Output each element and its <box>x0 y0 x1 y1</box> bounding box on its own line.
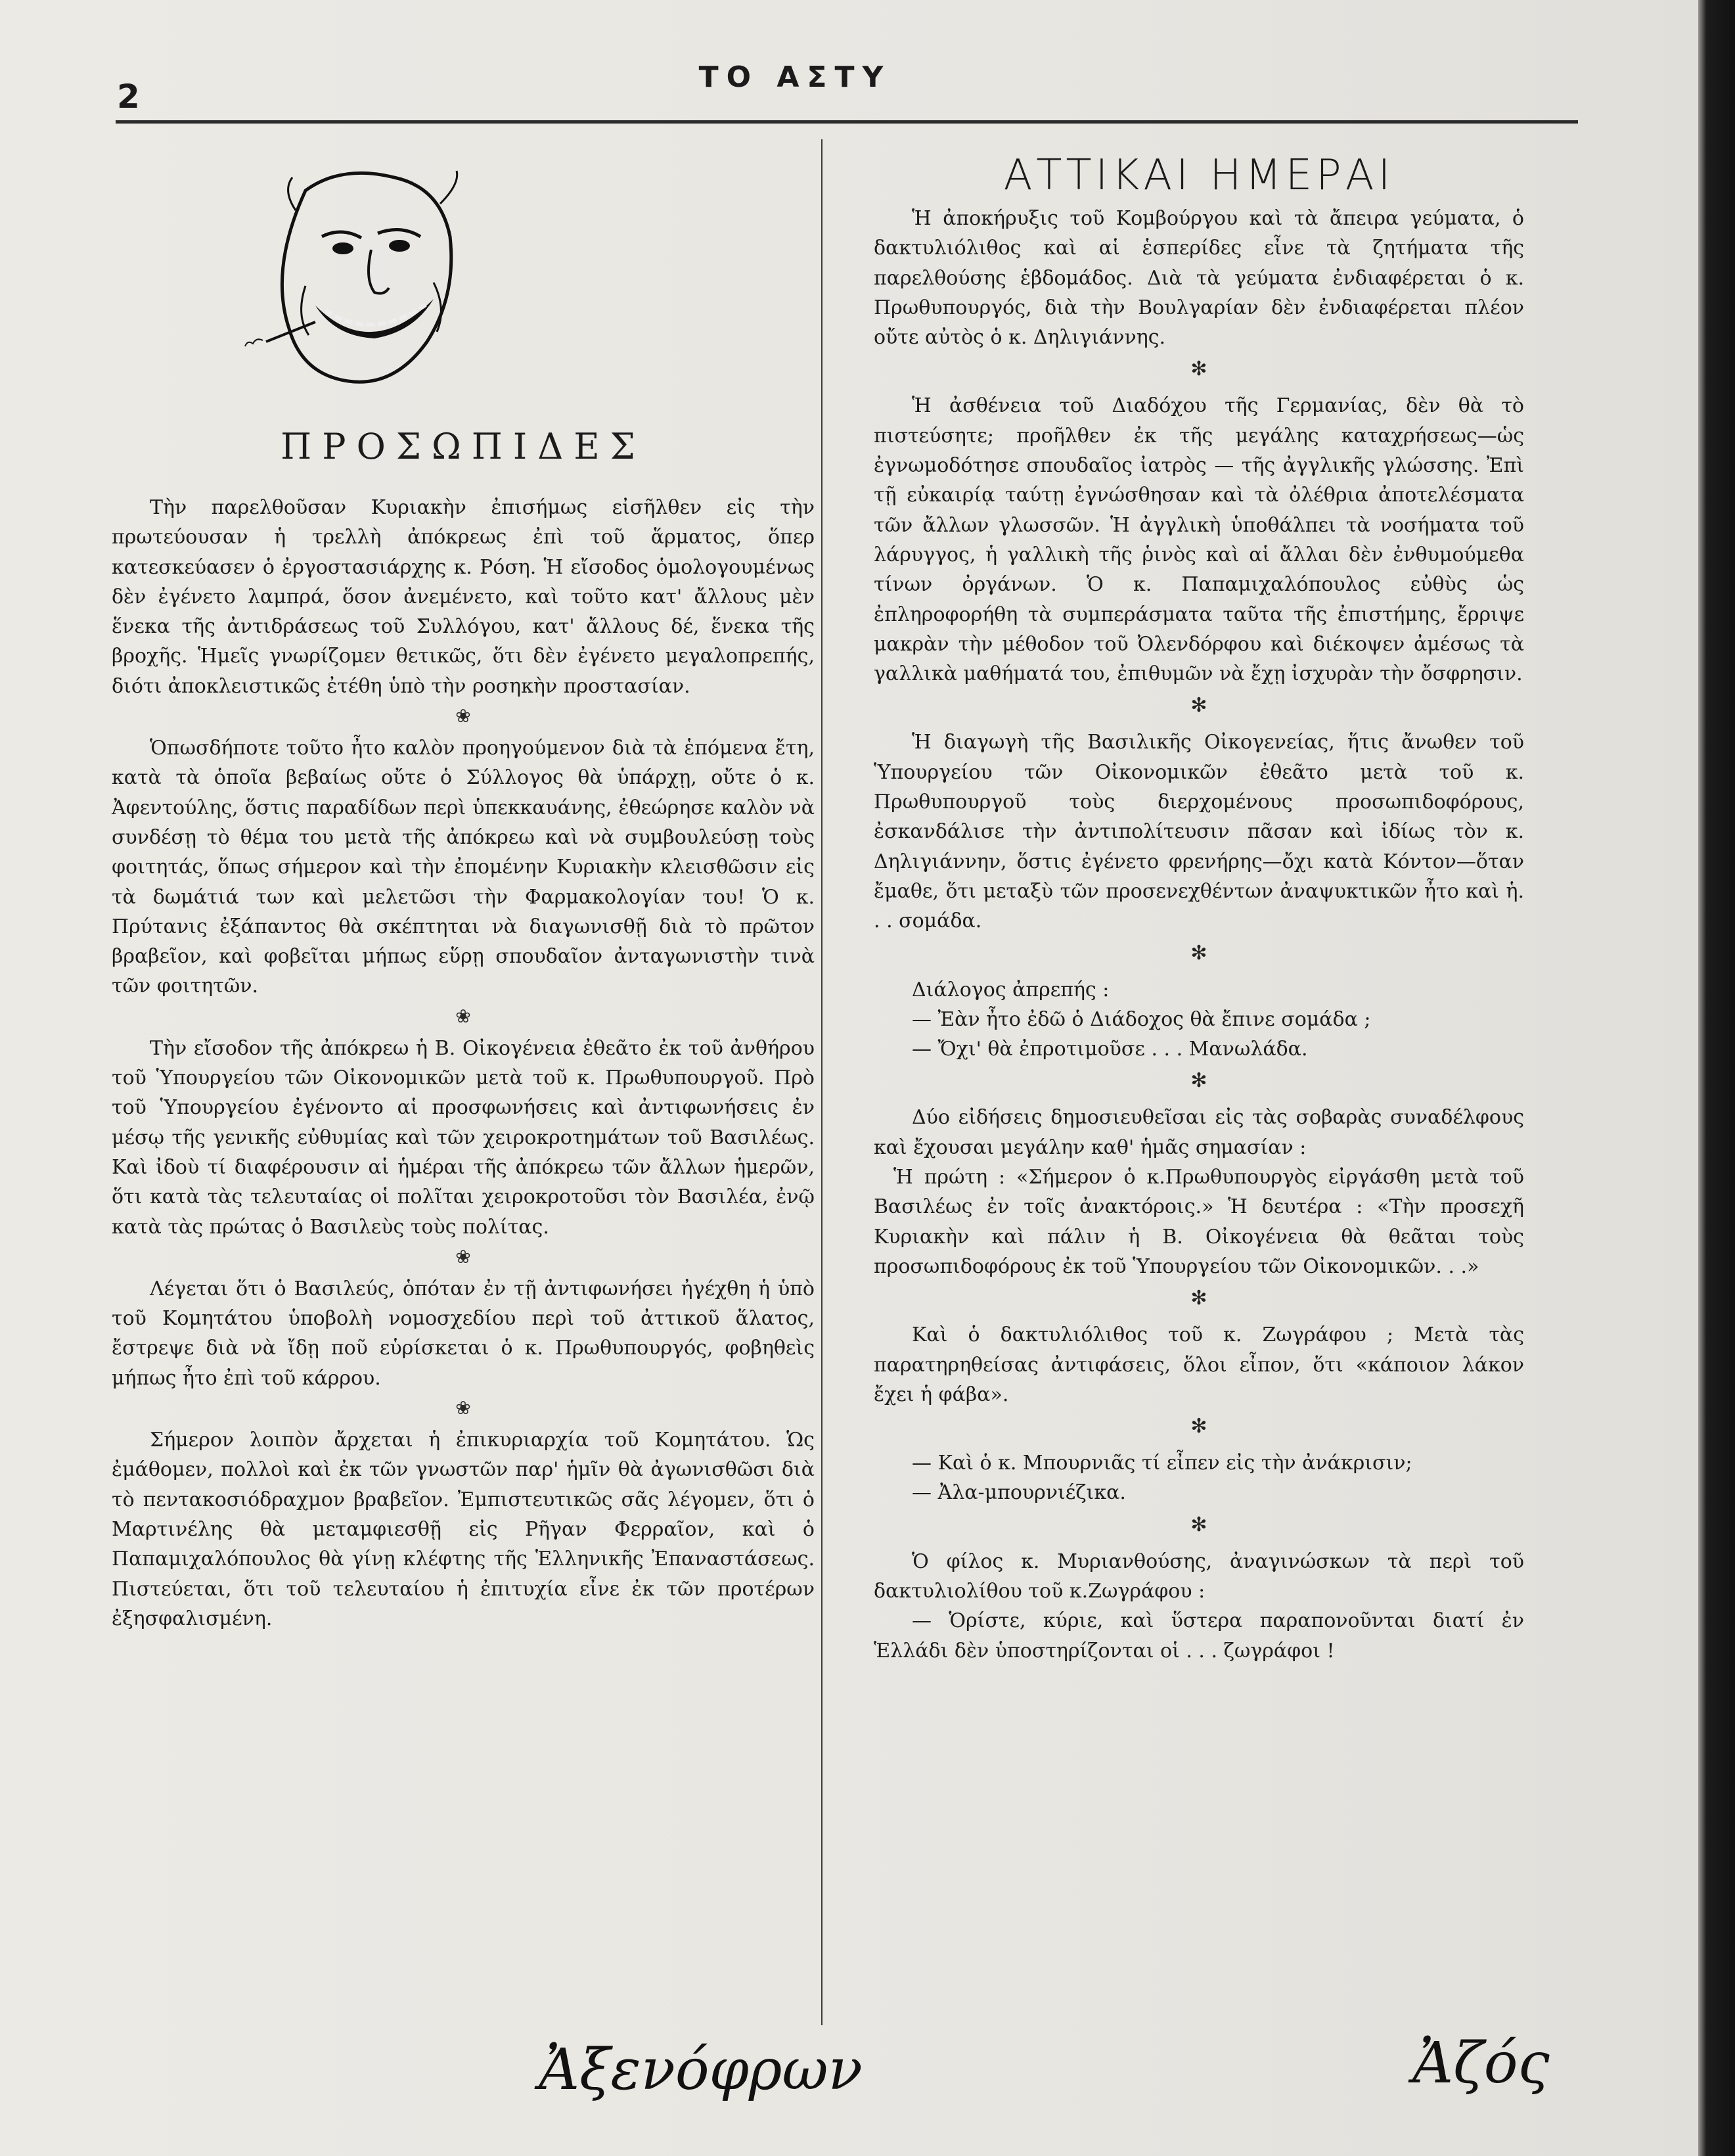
right-column <box>874 138 1524 2044</box>
asterism-divider: ✻ <box>1190 694 1207 718</box>
right-paragraph-8: Ὁ φίλος κ. Μυριανθούσης, ἀναγινώσκων τὰ περὶ τοῦ δακτυλιολίθου τοῦ κ.Ζωγράφου : <box>874 1549 1524 1603</box>
column-divider <box>821 139 822 2025</box>
dialogue-line-1: — Ἐὰν ἦτο ἐδῶ ὁ Διάδοχος θὰ ἔπινε σομάδα ; <box>912 1007 1371 1031</box>
left-paragraph-3: Τὴν εἴσοδον τῆς ἀπόκρεω ἡ Β. Οἰκογένεια ἐθεᾶτο ἐκ τοῦ ἀνθήρου τοῦ Ὑπουργείου τῶν Οἰκονομικῶν μετὰ τοῦ κ. Πρωθυπουργοῦ. Πρὸ τοῦ Ὑπουργείου ἐγένοντο αἱ προσφωνήσεις καὶ ἀντιφωνήσεις ἐν μέσῳ τῆς γενικῆς εὐθυμίας καὶ τῶν χειροκροτημάτων τοῦ Βασιλέως. Καὶ ἰδοὺ τί διαφέρουσιν αἱ ἡμέραι τῆς ἀπόκρεω τῶν ἄλλων ἡμερῶν, ὅτι κατὰ τὰς τελευταίας οἱ πολῖται χειροκροτοῦσι τὸν Βασιλέα, ἐνῷ κατὰ τὰς πρώτας ὁ Βασιλεὺς τοὺς πολίτας. <box>112 1036 815 1239</box>
left-article-body <box>112 493 815 1634</box>
ornament-divider: ❀ <box>455 1245 471 1268</box>
right-paragraph-3: Ἡ διαγωγὴ τῆς Βασιλικῆς Οἰκογενείας, ἥτις ἄνωθεν τοῦ Ὑπουργείου τῶν Οἰκονομικῶν ἐθεᾶτο μετὰ τοῦ κ. Πρωθυπουργοῦ τοὺς διερχομένους προσωπιδοφόρους, ἐσκανδάλισε τὴν ἀντιπολίτευσιν πᾶσαν καὶ ἰδίως τὸν κ. Δηλιγιάννην, ὅστις ἐγένετο φρενήρης—ὄχι κατὰ Κόντον—ὅταν ἔμαθε, ὅτι μεταξὺ τῶν προσενεχθέντων ἀναψυκτικῶν ἦτο καὶ ἡ. . . σομάδα. <box>874 731 1524 933</box>
ornament-divider: ❀ <box>455 1397 471 1419</box>
asterism-divider: ✻ <box>1190 1415 1207 1438</box>
right-article-body <box>874 204 1524 1666</box>
ornament-divider: ❀ <box>455 1005 471 1027</box>
dialogue-line-2: — Ὄχι' θὰ ἐπροτιμοῦσε . . . Μανωλάδα. <box>912 1038 1308 1061</box>
asterism-divider: ✻ <box>1190 1287 1207 1310</box>
masthead: ΤΟ ΑΣΤΥ <box>698 60 891 94</box>
right-paragraph-2: Ἡ ἀσθένεια τοῦ Διαδόχου τῆς Γερμανίας, δὲν θὰ τὸ πιστεύσητε; προῆλθεν ἐκ τῆς μεγάλης καταχρήσεως—ὡς ἐγνωμοδότησε σπουδαῖος ἰατρὸς — τῆς ἀγγλικῆς γλώσσης. Ἐπὶ τῇ εὐκαιρίᾳ ταύτῃ ἐγνώσθησαν καὶ τὰ ὀλέθρια ἀποτελέσματα τῶν ἄλλων γλωσσῶν. Ἡ ἀγγλικὴ ὑποθάλπει τὰ νοσήματα τοῦ λάρυγγος, ἡ γαλλικὴ τῆς ῥινὸς καὶ αἱ ἄλλαι δὲν ἐνθυμούμεθα τίνων ὀργάνων. Ὁ κ. Παπαμιχαλόπουλος εὐθὺς ὡς ἐπληροφορήθη τὰ συμπεράσματα ταῦτα τῆς ἐπιστήμης, ἔρριψε μακρὰν τὴν μέθοδον τοῦ Ὀλενδόρφου καὶ διέκοψεν ἀμέσως τὰ γαλλικὰ μαθήματά του, ἐπιθυμῶν νὰ ἔχῃ ἰσχυρὰν τὴν ὄσφρησιν. <box>874 394 1524 686</box>
right-paragraph-9: — Ὁρίστε, κύριε, καὶ ὕστερα παραπονοῦνται διατί ἐν Ἑλλάδι δὲν ὑποστηρίζονται οἱ . . . ζωγράφοι ! <box>874 1609 1524 1663</box>
page-number: 2 <box>117 78 140 116</box>
right-paragraph-1: Ἡ ἀποκήρυξις τοῦ Κομβούργου καὶ τὰ ἄπειρα γεύματα, ὁ δακτυλιόλιθος καὶ αἱ ἑσπερίδες εἶνε τὰ ζητήματα τῆς παρελθούσης ἑβδομάδος. Διὰ τὰ γεύματα ἐνδιαφέρεται ὁ κ. Πρωθυπουργός, διὰ τὴν Βουλγαρίαν δὲν ἐνδιαφέρεται πλέον οὔτε αὐτὸς ὁ κ. Δηλιγιάννης. <box>874 207 1524 350</box>
left-column <box>112 217 815 1991</box>
asterism-divider: ✻ <box>1190 941 1207 965</box>
left-paragraph-1: Τὴν παρελθοῦσαν Κυριακὴν ἐπισήμως εἰσῆλθεν εἰς τὴν πρωτεύουσαν ἡ τρελλὴ ἀπόκρεως ἐπὶ τοῦ ἅρματος, ὅπερ κατεσκεύασεν ὁ ἐργοστασιάρχης κ. Ρόση. Ἡ εἴσοδος ὁμολογουμένως δὲν ἐγένετο λαμπρά, ὅσον ἀνεμένετο, καὶ τοῦτο κατ' ἄλλους μὲν ἕνεκα τῆς ἀντιδράσεως τοῦ Συλλόγου, κατ' ἄλλους δέ, ἕνεκα τῆς βροχῆς. Ἡμεῖς γνωρίζομεν θετικῶς, ὅτι δὲν ἐγένετο μεγαλοπρεπής, διότι ἀποκλειστικῶς ἐτέθη ὑπὸ τὴν ροσηκὴν προστασίαν. <box>112 496 815 698</box>
right-paragraph-6: Καὶ ὁ δακτυλιόλιθος τοῦ κ. Ζωγράφου ; Μετὰ τὰς παρατηρηθείσας ἀντιφάσεις, ὅλοι εἶπον, ὅτι «κάποιον λάκον ἔχει ἡ φάβα». <box>874 1323 1524 1406</box>
asterism-divider: ✻ <box>1190 1513 1207 1536</box>
scan-edge-shadow <box>1698 0 1735 2156</box>
ornament-divider: ❀ <box>455 705 471 727</box>
asterism-divider: ✻ <box>1190 1069 1207 1093</box>
right-paragraph-5: Ἡ πρώτη : «Σήμερον ὁ κ.Πρωθυπουργὸς εἰργάσθη μετὰ τοῦ Βασιλέως ἐν τοῖς ἀνακτόροις.» Ἡ δευτέρα : «Τὴν προσεχῆ Κυριακὴν καὶ πάλιν ἡ Β. Οἰκογένεια θὰ θεᾶται τοὺς προσωπιδοφόρους ἐκ τοῦ Ὑπουργείου τῶν Οἰκονομικῶν. . .» <box>874 1166 1524 1278</box>
right-signature: Ἀζός <box>1412 2030 1550 2096</box>
header-rule <box>116 120 1578 124</box>
right-paragraph-7b: — Ἀλα-μπουρνιέζικα. <box>912 1481 1126 1505</box>
left-paragraph-5: Σήμερον λοιπὸν ἄρχεται ἡ ἐπικυριαρχία τοῦ Κομητάτου. Ὡς ἐμάθομεν, πολλοὶ καὶ ἐκ τῶν γνωστῶν παρ' ἡμῖν θὰ ἀγωνισθῶσι διὰ τὸ πεντακοσιόδραχμον βραβεῖον. Ἐμπιστευτικῶς σᾶς λέγομεν, ὅτι ὁ Μαρτινέλης θὰ μεταμφιεσθῇ εἰς Ρῆγαν Φερραῖον, καὶ ὁ Παπαμιχαλόπουλος θὰ γίνῃ κλέφτης τῆς Ἑλληνικῆς Ἐπαναστάσεως. Πιστεύεται, ὅτι τοῦ τελευταίου ἡ ἐπιτυχία εἶνε ἐκ τῶν προτέρων ἐξησφαλισμένη. <box>112 1429 815 1630</box>
left-signature: Ἀξενόφρων <box>539 2037 863 2103</box>
article-title-prosopides: ΠΡΟΣΩΠΙΔΕΣ <box>281 426 646 467</box>
left-paragraph-2: Ὁπωσδήποτε τοῦτο ἦτο καλὸν προηγούμενον διὰ τὰ ἑπόμενα ἔτη, κατὰ τὰ ὁποῖα βεβαίως οὔτε ὁ Σύλλογος θὰ ὑπάρχῃ, οὔτε ὁ κ. Ἀφεντούλης, ὅστις παραδίδων περὶ ὑπεκκαυάνης, ἐθεώρησε καλὸν νὰ συνδέσῃ τὸ θέμα του μετὰ τῆς ἀπόκρεω καὶ νὰ συμβουλεύσῃ τοὺς φοιτητάς, ὅπως σήμερον καὶ τὴν ἐπομένην Κυριακὴν κλεισθῶσιν εἰς τὰ δωμάτιά των καὶ μελετῶσι τὴν Φαρμακολογίαν του! Ὁ κ. Πρύτανις ἐξάπαντος θὰ σκέπτηται νὰ διαγωνισθῇ διὰ τὸ πρῶτον βραβεῖον, καὶ φοβεῖται μήπως εὕρῃ σπουδαῖον ἀνταγωνιστὴν τινὰ τῶν φοιτητῶν. <box>112 737 815 998</box>
article-title-attikai-imerai: ΑΤΤΙΚΑΙ ΗΜΕΡΑΙ <box>1003 151 1395 200</box>
right-paragraph-4: Δύο εἰδήσεις δημοσιευθεῖσαι εἰς τὰς σοβαρὰς συναδέλφους καὶ ἔχουσαι μεγάλην καθ' ἡμᾶς σημασίαν : <box>874 1106 1524 1159</box>
left-paragraph-4: Λέγεται ὅτι ὁ Βασιλεύς, ὁπόταν ἐν τῇ ἀντιφωνήσει ἠγέχθη ἡ ὑπὸ τοῦ Κομητάτου ὑποβολὴ νομοσχεδίου περὶ τοῦ ἀττικοῦ ἅλατος, ἔστρεψε διὰ νὰ ἴδῃ ποῦ εὑρίσκεται ὁ κ. Πρωθυπουργός, φοβηθεὶς μήπως ἦτο ἐπὶ τοῦ κάρρου. <box>112 1277 815 1390</box>
asterism-divider: ✻ <box>1190 357 1207 381</box>
dialogue-title: Διάλογος ἀπρεπής : <box>912 978 1110 1001</box>
right-paragraph-7a: — Καὶ ὁ κ. Μπουρνιᾶς τί εἶπεν εἰς τὴν ἀνάκρισιν; <box>912 1452 1412 1475</box>
